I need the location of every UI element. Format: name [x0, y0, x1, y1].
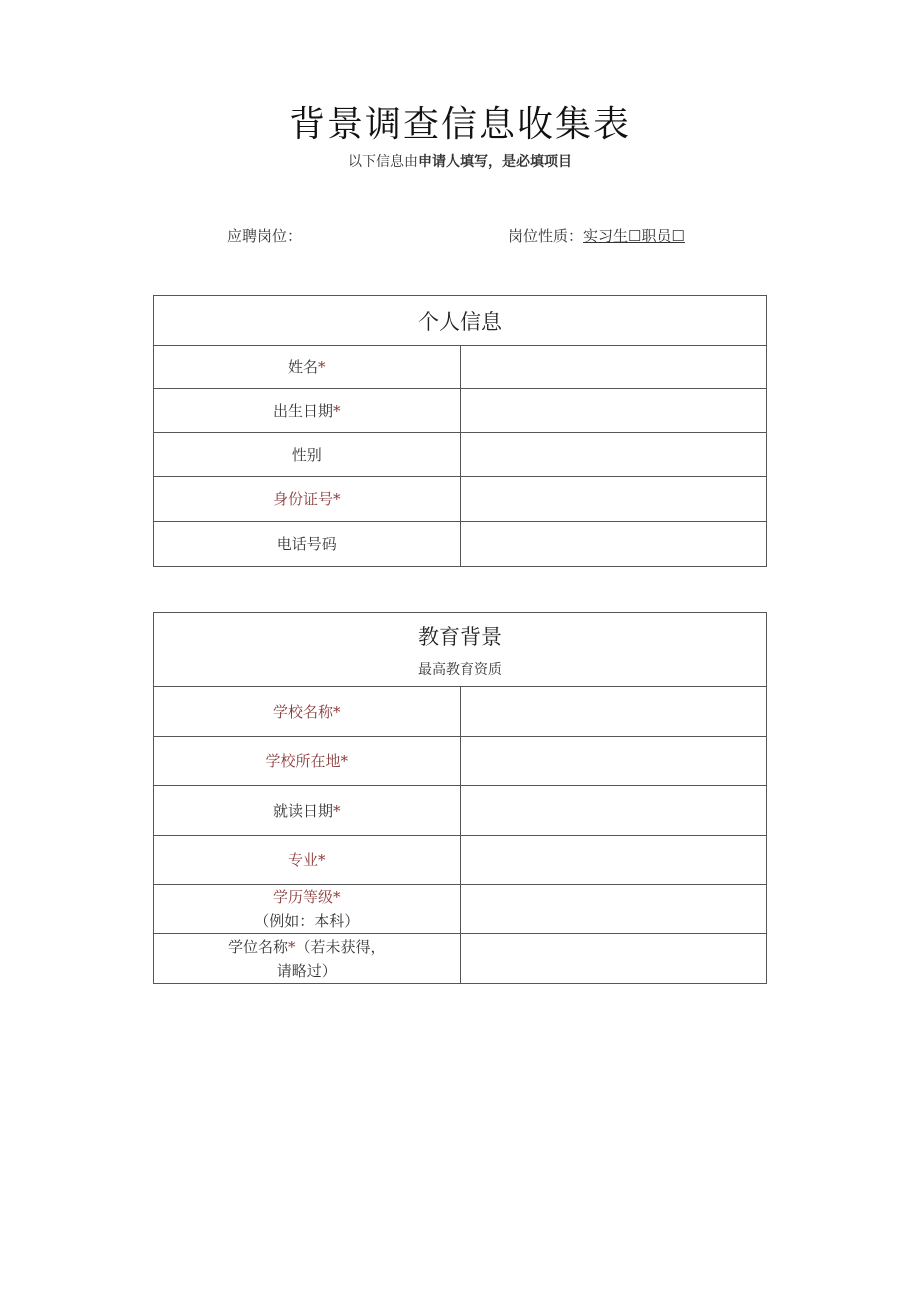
school-location-input[interactable]: [460, 737, 767, 786]
degree-name-input[interactable]: [460, 934, 767, 984]
phone-label: 电话号码: [154, 522, 461, 567]
name-label: 姓名*: [154, 346, 461, 389]
birth-date-label: 出生日期*: [154, 389, 461, 433]
table-row: [154, 346, 767, 389]
table-row: [154, 522, 767, 567]
major-label: 专业*: [154, 836, 461, 885]
table-row: [154, 433, 767, 477]
education-table: [153, 612, 767, 984]
attendance-date-input[interactable]: [460, 786, 767, 836]
school-location-label: 学校所在地*: [154, 737, 461, 786]
position-label: 应聘岗位：: [227, 227, 303, 245]
school-name-input[interactable]: [460, 687, 767, 737]
subtitle-bold: 申请人填写，是必填项目: [418, 154, 572, 170]
id-number-input[interactable]: [460, 477, 767, 522]
attendance-date-label: 就读日期*: [154, 786, 461, 836]
degree-level-input[interactable]: [460, 885, 767, 934]
table-row: [154, 934, 767, 984]
phone-input[interactable]: [460, 522, 767, 567]
degree-name-label: 学位名称*（若未获得， 请略过）: [154, 934, 461, 984]
subtitle-normal: 以下信息由: [348, 154, 418, 170]
personal-info-heading: 个人信息: [154, 296, 767, 346]
table-row: [154, 836, 767, 885]
table-row: [154, 737, 767, 786]
education-heading-cell: [154, 613, 767, 687]
page-subtitle: [0, 151, 920, 171]
degree-level-note: （例如：本科）: [254, 912, 360, 930]
table-row: [154, 389, 767, 433]
birth-date-input[interactable]: [460, 389, 767, 433]
id-number-label: 身份证号*: [154, 477, 461, 522]
gender-input[interactable]: [460, 433, 767, 477]
table-row: [154, 885, 767, 934]
education-subheading: 最高教育资质: [418, 661, 502, 678]
major-input[interactable]: [460, 836, 767, 885]
position-nature-options[interactable]: 实习生☐职员☐: [583, 227, 685, 245]
personal-info-table: [153, 295, 767, 567]
degree-level-label: 学历等级* （例如：本科）: [154, 885, 461, 934]
table-row: [154, 687, 767, 737]
position-field[interactable]: [227, 225, 302, 246]
table-row: [154, 786, 767, 836]
position-nature-label: 岗位性质：: [508, 227, 584, 245]
page-title: 背景调查信息收集表: [288, 104, 631, 145]
position-nature-field: [508, 225, 685, 246]
degree-name-note: 请略过）: [276, 961, 337, 980]
table-row: [154, 477, 767, 522]
school-name-label: 学校名称*: [154, 687, 461, 737]
education-heading: 教育背景: [418, 624, 502, 649]
name-input[interactable]: [460, 346, 767, 389]
gender-label: 性别: [154, 433, 461, 477]
